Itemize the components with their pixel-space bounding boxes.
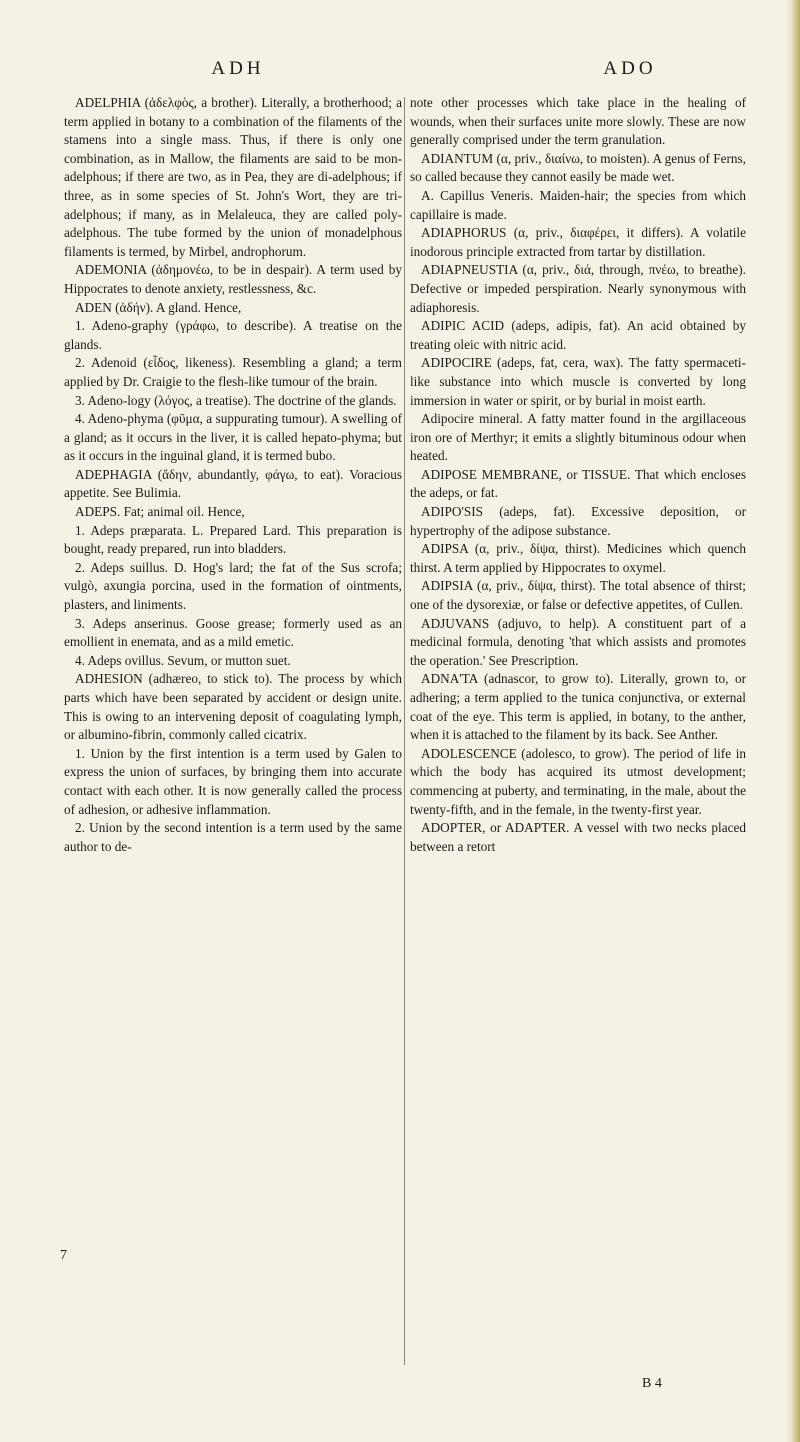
- right-column: [410, 94, 746, 856]
- entry-adhesion: ADHESION (adhæreo, to stick to). The process by which parts which have been separated by accident or design unite. This is owing to an intervening deposit of coagulating lymph, or albumino-fibrin, commonly called cicatrix.: [64, 671, 402, 743]
- entry-adipose-membrane: ADIPOSE MEMBRANE, or TISSUE. That which encloses the adeps, or fat.: [410, 466, 746, 501]
- page-edge-shadow: [786, 0, 800, 1442]
- entry-adjuvans: ADJUVANS (adjuvo, to help). A constituent part of a medicinal formula, denoting 'that which assists and promotes the operation.' See Prescription.: [410, 615, 746, 668]
- signature-mark-right: B 4: [642, 1376, 662, 1391]
- entry-aden: ADEN (ἀδήν). A gland. Hence,: [75, 299, 242, 315]
- subentry-adeps-praeparata: 1. Adeps præparata. L. Prepared Lard. This preparation is bought, ready prepared, run into bladders.: [64, 522, 402, 557]
- entry-adipsia: ADIPSIA (α, priv., δίψα, thirst). The total absence of thirst; one of the dysorexiæ, or false or defective appetites, of Cullen.: [410, 578, 746, 613]
- left-column: [64, 94, 402, 856]
- entry-adiaphorus: ADIAPHORUS (α, priv., διαφέρει, it differs). A volatile inodorous principle extracted from tartar by distillation.: [410, 225, 746, 259]
- subentry-adeno-logy: 3. Adeno-logy (λόγος, a treatise). The doctrine of the glands.: [75, 392, 397, 408]
- signature-mark-left: 7: [60, 1248, 67, 1263]
- continuation-text: note other processes which take place in the healing of wounds, when their surfaces unite more slowly. These are now generally comprised under the term granulation.: [410, 95, 746, 148]
- entry-adiposis: ADIPO'SIS (adeps, fat). Excessive deposition, or hypertrophy of the adipose substance.: [410, 504, 746, 538]
- entry-adolescence: ADOLESCENCE (adolesco, to grow). The period of life in which the body has acquired its utmost development; commencing at puberty, and terminating, in the male, about the twenty-fifth, and in the female, in the twenty-first year.: [410, 745, 746, 817]
- running-head-left: ADH: [211, 58, 265, 79]
- running-head-right: ADO: [603, 58, 657, 79]
- entry-adeps: ADEPS. Fat; animal oil. Hence,: [75, 504, 245, 520]
- entry-adnata: ADNA'TA (adnascor, to grow to). Literally, grown to, or adhering; a term applied to the tunica conjunctiva, or external coat of the eye. This term is applied, in botany, to the anther, when it is attached to the filament by its back. See Anther.: [410, 671, 746, 743]
- entry-adiantum: ADIANTUM (α, priv., διαίνω, to moisten). A genus of Ferns, so called because they cannot easily be made wet.: [410, 150, 746, 185]
- entry-adipocire: ADIPOCIRE (adeps, fat, cera, wax). The fatty spermaceti-like substance into which muscle is converted by long immersion in water or spirit, or by burial in moist earth.: [410, 355, 746, 408]
- entry-adephagia: ADEPHAGIA (ἄδην, abundantly, φάγω, to eat). Voracious appetite. See Bulimia.: [64, 466, 402, 501]
- subentry-adeps-anserinus: 3. Adeps anserinus. Goose grease; formerly used as an emollient in enemata, and as a mild emetic.: [64, 615, 402, 650]
- column-divider: [404, 97, 405, 1365]
- subentry-adeps-ovillus: 4. Adeps ovillus. Sevum, or mutton suet.: [75, 652, 291, 668]
- subentry-second-intention: 2. Union by the second intention is a term used by the same author to de-: [64, 820, 402, 854]
- subentry-adeps-suillus: 2. Adeps suillus. D. Hog's lard; the fat of the Sus scrofa; vulgò, axungia porcina, used in the formation of ointments, plasters, and liniments.: [64, 559, 402, 613]
- entry-adelphia: ADELPHIA (ἀδελφὸς, a brother). Literally, a brotherhood; a term applied in botany to a combination of the filaments of the stamens into a single mass. Thus, if there is only one combination, as in Mallow, the filaments are said to be mon-adelphous; if there are two, as in Pea, they are di-adelphous; if three, as in some species of St. John's Wort, they are tri-adelphous; if many, as in Melaleuca, they are called poly-adelphous. The tube formed by the union of monadelphous filaments is termed, by Mirbel, androphorum.: [64, 95, 402, 259]
- entry-adopter: ADOPTER, or ADAPTER. A vessel with two necks placed between a retort: [410, 820, 746, 854]
- subentry-first-intention: 1. Union by the first intention is a term used by Galen to express the union of surfaces, by bringing them into accurate contact with each other. It is now generally called the process of adhesion, or adhesive inflammation.: [64, 745, 402, 817]
- entry-adipsa: ADIPSA (α, priv., δίψα, thirst). Medicines which quench thirst. A term applied by Hippocrates to oxymel.: [410, 541, 746, 575]
- subentry-adenoid: 2. Adenoid (εἶδος, likeness). Resembling a gland; a term applied by Dr. Craigie to the flesh-like tumour of the brain.: [64, 355, 402, 389]
- entry-adipic-acid: ADIPIC ACID (adeps, adipis, fat). An acid obtained by treating oleic with nitric acid.: [410, 318, 746, 352]
- subentry-capillus-veneris: A. Capillus Veneris. Maiden-hair; the species from which capillaire is made.: [410, 187, 746, 222]
- entry-ademonia: ADEMONIA (ἀδημονέω, to be in despair). A term used by Hippocrates to denote anxiety, restlessness, &c.: [64, 262, 402, 296]
- subentry-adeno-phyma: 4. Adeno-phyma (φῦμα, a suppurating tumour). A swelling of a gland; as it occurs in the liver, it is called hepato-phyma; but as it occurs in the inguinal gland, it is termed bubo.: [64, 411, 402, 464]
- entry-adiapneustia: ADIAPNEUSTIA (α, priv., διά, through, πνέω, to breathe). Defective or impeded perspiration. Nearly synonymous with adiaphoresis.: [410, 262, 746, 315]
- subentry-adipocire-mineral: Adipocire mineral. A fatty matter found in the argillaceous iron ore of Merthyr; it emits a slightly bituminous odour when heated.: [410, 411, 746, 464]
- subentry-adeno-graphy: 1. Adeno-graphy (γράφω, to describe). A treatise on the glands.: [64, 318, 402, 352]
